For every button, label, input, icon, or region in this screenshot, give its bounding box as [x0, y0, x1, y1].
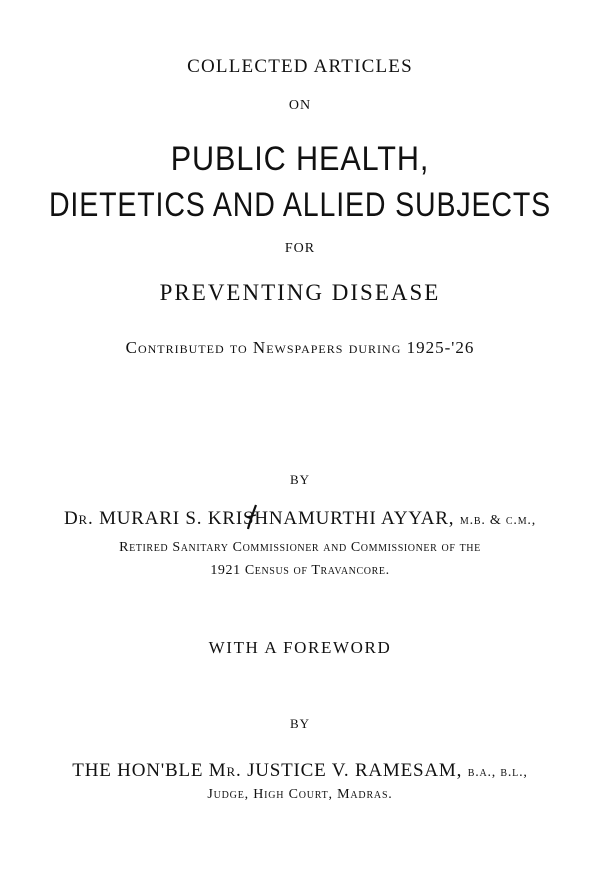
by-foreword-connector: BY [289, 716, 311, 731]
foreword-author-credentials: b.a., b.l., [467, 765, 528, 780]
main-title-line-2: DIETETICS AND ALLIED SUBJECTS [48, 186, 552, 224]
contribution-note: Contributed to Newspapers during 1925-'26 [125, 338, 475, 357]
subtitle: PREVENTING DISEASE [159, 280, 441, 305]
author-name: Dr. MURARI S. KRISHNAMURTHI AYYAR, [63, 508, 460, 529]
author-role-line-1: Retired Sanitary Commissioner and Commissioner of the [119, 540, 481, 555]
author-credentials: m.b. & c.m., [459, 513, 536, 528]
main-title-line-1: PUBLIC HEALTH, [170, 140, 430, 178]
foreword-author-line [0, 760, 600, 782]
author-line [0, 508, 600, 530]
with-foreword-heading: WITH A FOREWORD [208, 638, 392, 657]
author-role-line-2: 1921 Census of Travancore. [210, 563, 390, 578]
by-author-connector: BY [289, 472, 311, 487]
on-connector: ON [288, 98, 312, 113]
collected-articles-heading: COLLECTED ARTICLES [187, 56, 413, 77]
foreword-author-name: THE HON'BLE Mr. JUSTICE V. RAMESAM, [72, 760, 468, 781]
foreword-author-role: Judge, High Court, Madras. [207, 787, 393, 802]
for-connector: FOR [284, 241, 316, 256]
